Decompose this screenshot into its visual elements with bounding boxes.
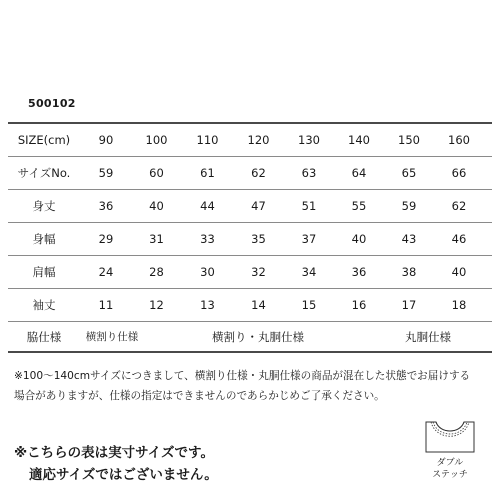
table-cell: 61 [200,166,215,180]
table-cell: 65 [401,166,417,180]
table-cell: 59 [401,199,417,213]
table-cell: 28 [149,265,164,279]
header-size-160: 160 [448,133,470,147]
table-cell: 38 [401,265,417,279]
row-label: 脇仕様 [26,329,62,344]
table-row-size-no [8,157,492,190]
mixed-spec-note [14,366,494,406]
table-cell: 29 [98,232,114,246]
table-cell: 34 [301,265,317,279]
table-cell: 37 [301,232,317,246]
row-label: サイズNo. [17,166,71,180]
table-cell: 36 [351,265,367,279]
header-size-150: 150 [398,133,420,147]
table-row-body-width [8,223,492,256]
table-cell: 63 [301,166,317,180]
table-cell: 35 [251,232,266,246]
table-cell: 33 [200,232,215,246]
header-size-120: 120 [247,133,270,147]
table-cell: 43 [401,232,417,246]
table-cell: 32 [251,265,266,279]
table-cell: 14 [251,298,266,312]
table-cell: 59 [98,166,114,180]
table-cell: 36 [98,199,114,213]
diagram-label-line-1: ダブル [436,458,464,468]
note-line-2: 場合がありますが、仕様の指定はできませんのであらかじめご了承ください。 [14,390,385,402]
side-spec-segment-3: 丸胴仕様 [405,329,451,344]
table-cell: 16 [351,298,367,312]
table-cell: 12 [149,298,164,312]
product-code: 500102 [28,97,76,110]
table-cell: 17 [401,298,417,312]
table-cell: 46 [451,232,467,246]
size-table [8,122,492,353]
table-cell: 44 [200,199,215,213]
side-spec-segment-1: 横割り仕様 [85,331,139,343]
table-cell: 31 [149,232,164,246]
row-label: 身幅 [32,232,56,246]
table-cell: 40 [149,199,164,213]
table-row-shoulder-width [8,256,492,289]
diagram-label-line-2: ステッチ [432,470,468,480]
side-spec-segment-2: 横割り・丸胴仕様 [212,329,304,344]
row-label: 肩幅 [32,265,56,279]
table-cell: 40 [451,265,467,279]
row-label: 身丈 [32,199,56,213]
table-cell: 64 [351,166,367,180]
table-cell: 66 [451,166,467,180]
header-size-90: 90 [98,133,114,147]
table-cell: 13 [200,298,215,312]
table-row-side-spec [8,322,492,353]
header-size-100: 100 [145,133,168,147]
row-label: 袖丈 [32,298,56,312]
disclaimer-line-1: ※こちらの表は実寸サイズです。 [14,445,214,461]
header-label: SIZE(cm) [17,133,71,147]
table-cell: 40 [351,232,367,246]
note-line-1: ※100～140cmサイズにつきまして、横割り仕様・丸胴仕様の商品が混在した状態でお届けする [14,370,471,382]
table-cell: 47 [251,199,266,213]
header-size-110: 110 [196,133,219,147]
table-cell: 55 [351,199,367,213]
table-cell: 15 [301,298,317,312]
table-cell: 24 [98,265,114,279]
header-size-130: 130 [298,133,320,147]
table-row-sleeve-length [8,289,492,322]
table-header-row [8,124,492,157]
table-cell: 30 [200,265,215,279]
disclaimer-line-2: 適応サイズではございません。 [29,467,218,483]
table-cell: 11 [98,298,114,312]
collar-stitch-icon [420,420,480,456]
table-cell: 18 [451,298,467,312]
table-cell: 62 [251,166,266,180]
table-row-body-length [8,190,492,223]
double-stitch-diagram [420,420,480,500]
table-cell: 60 [149,166,164,180]
double-stitch-label [420,457,480,481]
actual-size-disclaimer [14,442,218,486]
table-cell: 51 [301,199,317,213]
header-size-140: 140 [348,133,370,147]
table-cell: 62 [451,199,467,213]
